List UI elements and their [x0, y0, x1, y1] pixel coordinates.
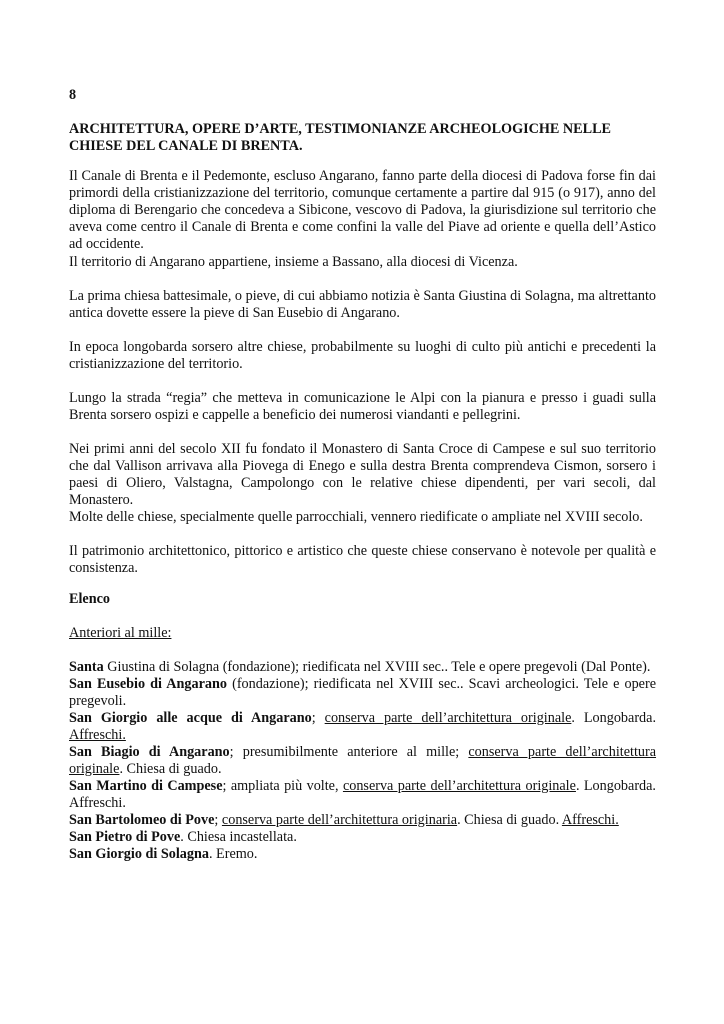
list-item: [69, 710, 656, 744]
church-description: . Longobarda.: [571, 710, 656, 726]
list-item: [69, 659, 656, 676]
paragraph-strada-regia: Lungo la strada “regia” che metteva in comunicazione le Alpi con la pianura e presso i guadi sulla Brenta sorsero ospizi e cappelle a beneficio dei numerosi viandanti e pellegrini.: [69, 390, 656, 423]
church-name: San Bartolomeo di Pove: [69, 812, 215, 828]
paragraph-pieve: La prima chiesa battesimale, o pieve, di cui abbiamo notizia è Santa Giustina di Solagna, ma altrettanto antica dovette essere la pieve di San Eusebio di Angarano.: [69, 288, 656, 321]
church-description: . Eremo.: [208, 846, 258, 862]
list-item: [69, 778, 656, 812]
church-name: San Giorgio alle acque di Angarano: [69, 710, 312, 726]
church-description: . Chiesa di guado.: [457, 812, 562, 828]
church-name: Santa: [69, 659, 104, 675]
church-name: San Biagio di Angarano: [69, 744, 230, 760]
underlined-note: conserva parte dell’architettura originale: [69, 744, 657, 777]
list-heading: Elenco: [69, 591, 110, 607]
paragraph-riedificate: Molte delle chiese, specialmente quelle parrocchiali, vennero riedificate o ampliate nel XVIII secolo.: [69, 509, 643, 525]
subheading-anteriori: Anteriori al mille:: [69, 625, 172, 641]
paragraph-longobarda: In epoca longobarda sorsero altre chiese, probabilmente su luoghi di culto più antichi e precedenti la cristianizzazione del territorio.: [69, 339, 656, 372]
list-item: [69, 829, 656, 846]
underlined-note: conserva parte dell’architettura originale: [324, 710, 572, 726]
underlined-note: Affreschi.: [561, 812, 619, 828]
page-title: [69, 121, 656, 155]
church-description: (fondazione); riedificata nel XVIII sec.. Scavi archeologici. Tele e opere pregevoli.: [69, 676, 656, 709]
title-line: CHIESE DEL CANALE DI BRENTA.: [69, 138, 303, 154]
title-line: ARCHITETTURA, OPERE D’ARTE, TESTIMONIANZE ARCHEOLOGICHE NELLE: [69, 121, 612, 137]
underlined-note: Affreschi.: [69, 727, 126, 743]
church-list: [69, 659, 656, 863]
church-name: San Pietro di Pove: [69, 829, 181, 845]
page-number: 8: [69, 87, 77, 103]
list-item: [69, 846, 656, 863]
church-description: ; presumibilmente anteriore al mille;: [229, 744, 469, 760]
church-description: ;: [311, 710, 325, 726]
church-description: ;: [214, 812, 222, 828]
list-item: [69, 812, 656, 829]
paragraph-patrimonio: Il patrimonio architettonico, pittorico e artistico che queste chiese conservano è notevole per qualità e consistenza.: [69, 543, 656, 576]
paragraph-angarano: Il territorio di Angarano appartiene, insieme a Bassano, alla diocesi di Vicenza.: [69, 254, 518, 270]
paragraph-diocese: Il Canale di Brenta e il Pedemonte, escluso Angarano, fanno parte della diocesi di Padova forse fin dai primordi della cristianizzazione del territorio, comunque certamente a partire dal 915 (o 917), anno del diploma di Berengario che concedeva a Sibicone, vescovo di Padova, la giurisdizione sul territorio che aveva come centro il Canale di Brenta e come confini la valle del Piave ad oriente e quella dell’Astico ad occidente.: [69, 168, 656, 252]
underlined-note: conserva parte dell’architettura originaria: [221, 812, 458, 828]
list-item: [69, 744, 656, 778]
church-name: San Martino di Campese: [69, 778, 223, 794]
underlined-note: conserva parte dell’architettura originale: [342, 778, 576, 794]
church-name: San Eusebio di Angarano: [69, 676, 227, 692]
church-description: ; ampliata più volte,: [222, 778, 343, 794]
church-description: Giustina di Solagna (fondazione); riedificata nel XVIII sec.. Tele e opere pregevoli (Dal Ponte).: [103, 659, 651, 675]
list-item: [69, 676, 656, 710]
church-name: San Giorgio di Solagna: [69, 846, 209, 862]
church-description: . Chiesa incastellata.: [180, 829, 297, 845]
church-description: . Longobarda. Affreschi.: [69, 778, 656, 811]
church-description: . Chiesa di guado.: [119, 761, 222, 777]
paragraph-monastero: Nei primi anni del secolo XII fu fondato il Monastero di Santa Croce di Campese e sul suo territorio che dal Vallison arrivava alla Piovega di Enego e sulla destra Brenta comprendeva Cismon, sorsero i paesi di Oliero, Valstagna, Campolongo con le relative chiese dipendenti, per vari secoli, dal Monastero.: [69, 441, 656, 508]
